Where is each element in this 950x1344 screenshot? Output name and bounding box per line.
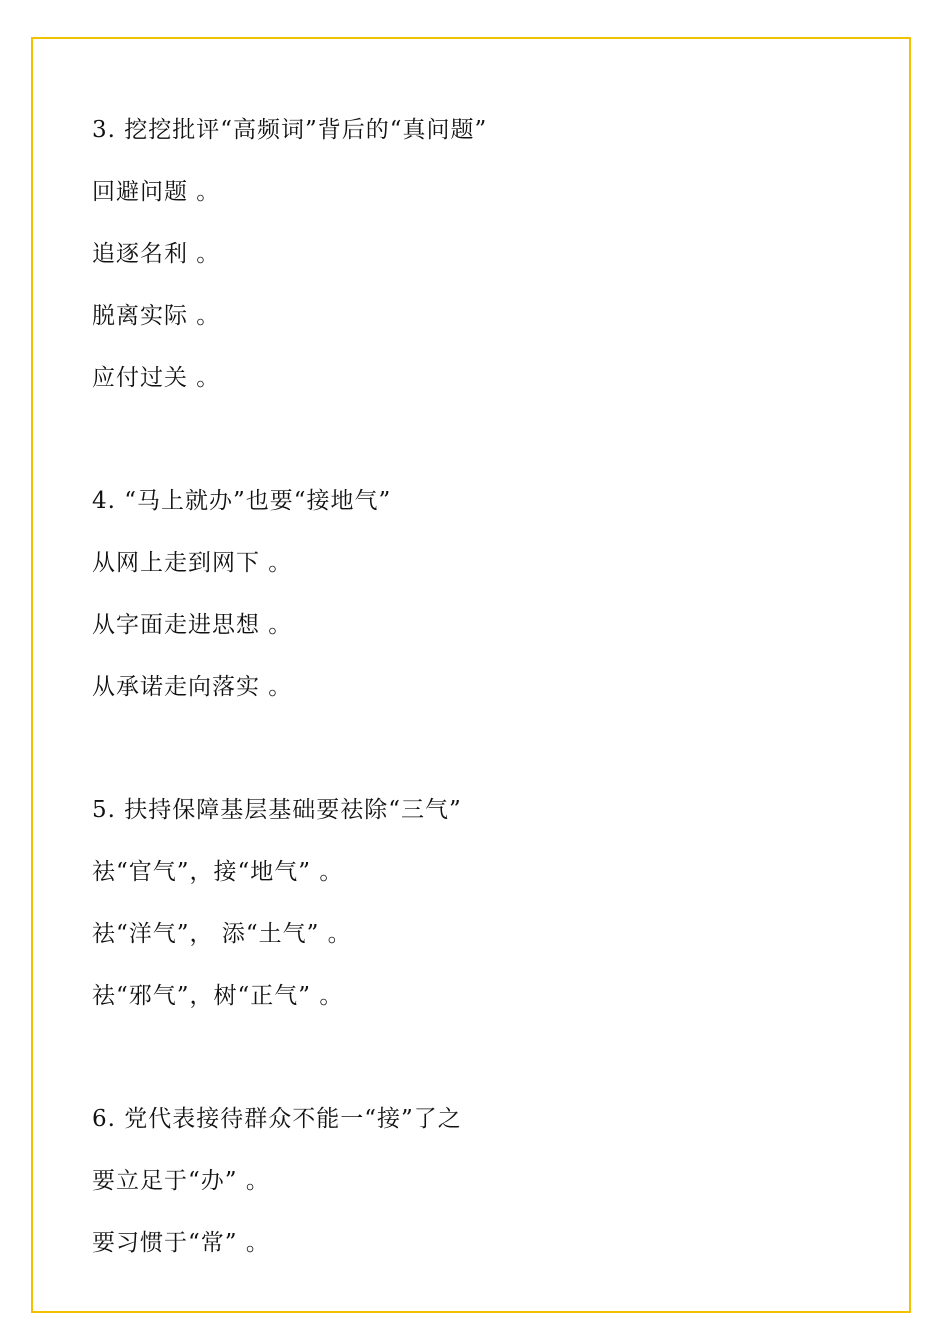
section-4-item-3: 从承诺走向落实 。 (92, 674, 293, 700)
section-3-item-2: 追逐名利 。 (92, 241, 221, 267)
section-3-item-3: 脱离实际 。 (92, 303, 221, 329)
section-5-heading: 5. 扶持保障基层基础要祛除“三气” (92, 797, 462, 823)
section-6-item-1: 要立足于“办” 。 (92, 1168, 270, 1194)
section-5-item-2: 祛“洋气”， 添“土气” 。 (92, 921, 352, 947)
section-6-heading: 6. 党代表接待群众不能一“接”了之 (92, 1106, 462, 1132)
section-4-heading: 4. “马上就办”也要“接地气” (92, 488, 392, 514)
section-4-item-2: 从字面走进思想 。 (92, 612, 293, 638)
section-5-item-1: 祛“官气”，接“地气” 。 (92, 859, 344, 885)
section-3-item-1: 回避问题 。 (92, 179, 221, 205)
section-3-item-4: 应付过关 。 (92, 365, 221, 391)
section-3-heading: 3. 挖挖批评“高频词”背后的“真问题” (92, 117, 488, 143)
section-5-item-3: 祛“邪气”，树“正气” 。 (92, 983, 344, 1009)
section-4-item-1: 从网上走到网下 。 (92, 550, 293, 576)
section-6-item-2: 要习惯于“常” 。 (92, 1230, 270, 1256)
